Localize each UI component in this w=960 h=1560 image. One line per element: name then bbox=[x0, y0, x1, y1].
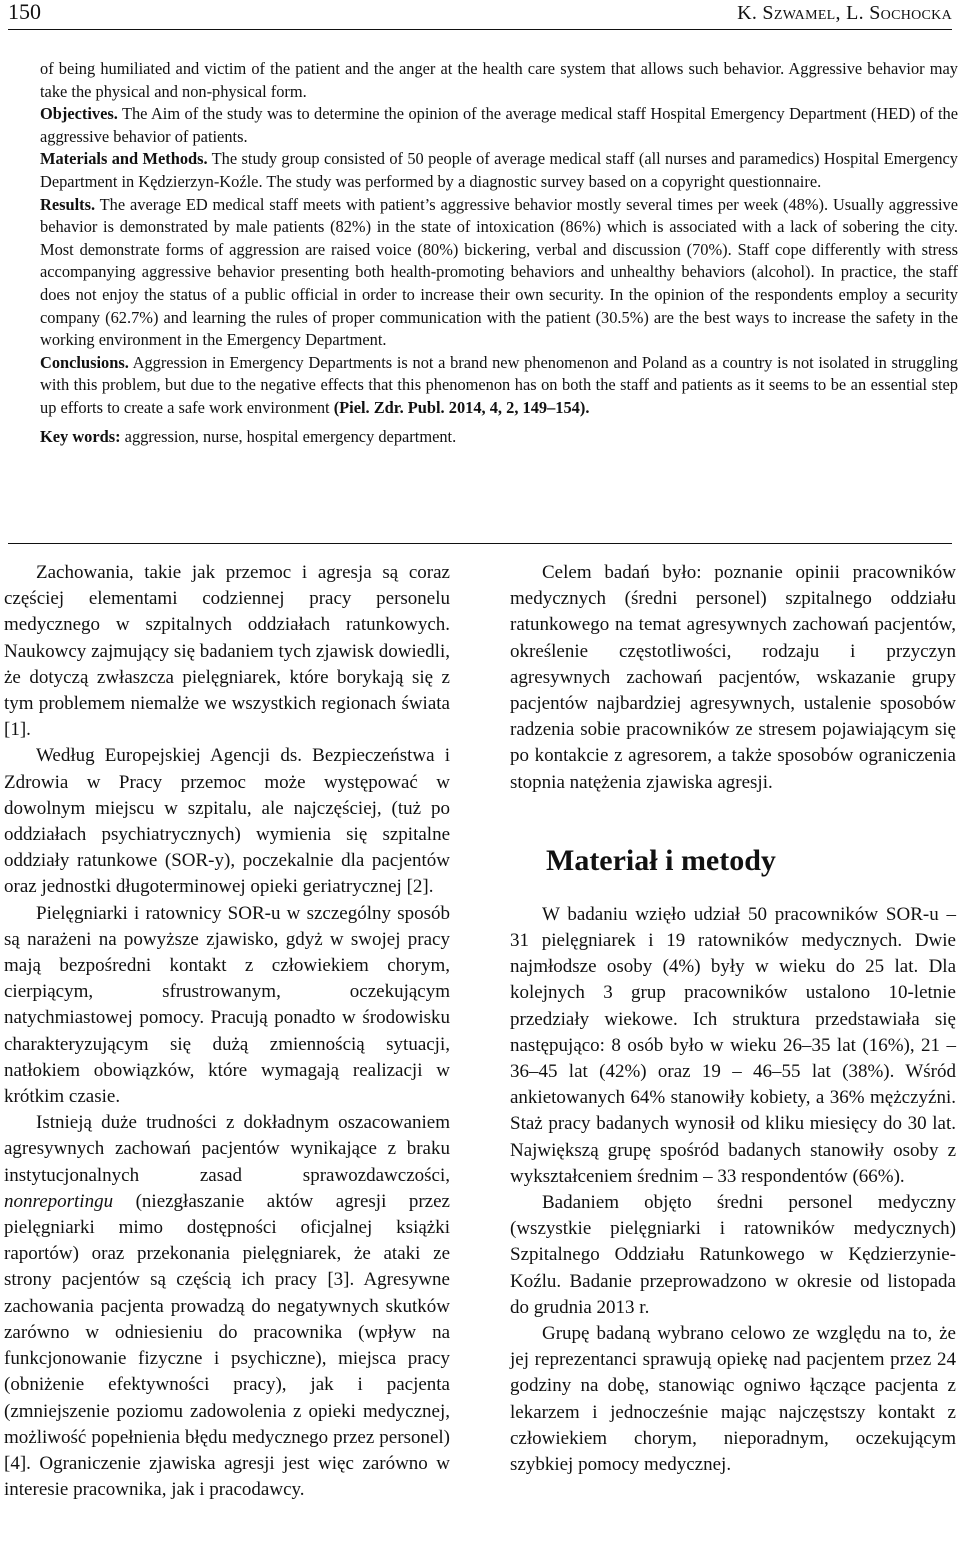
conclusions-label: Conclusions. bbox=[40, 352, 129, 372]
left-paragraph-4 bbox=[4, 1110, 450, 1503]
right-paragraph-3: Badaniem objęto średni personel medyczny (wszystkie pielęgniarki i ratowników medycznych) Szpitalnego Oddziału Ratunkowego w Kędzierzynie-Koźlu. Badanie przeprowadzono w okresie od listopada do grudnia 2013 r. bbox=[510, 1192, 956, 1318]
left-column bbox=[4, 560, 450, 1503]
section-heading: Materiał i metody bbox=[546, 843, 776, 877]
page-number: 150 bbox=[8, 0, 41, 24]
abstract-conclusions bbox=[40, 352, 958, 420]
left-p4-end: (niezgłaszanie aktów agresji przez pielęgniarki mimo dostępności oficjalnej książki raportów) oraz przekonania pielęgniarek, że ataki ze strony pacjentów są częścią ich pracy [3]. Agresywne zachowania pacjenta prowadzą do negatywnych skutków zarówno w odniesieniu do pracownika (wpływ na funkcjonowanie fizyczne i psychiczne), miejsca pracy (obniżenie efektywności pracy), jak i pacjenta (zmniejszenie poziomu zadowolenia z opieki medycznej, możliwość popełnienia błędu medycznego przez personel) [4]. Ograniczenie zjawiska agresji jest więc zarówno w interesie pracownika, jak i pracodawcy. bbox=[4, 1190, 450, 1501]
section-divider bbox=[8, 543, 952, 544]
abstract-objectives bbox=[40, 103, 958, 148]
methods-label: Materials and Methods. bbox=[40, 149, 208, 169]
abstract-intro-text: of being humiliated and victim of the patient and the anger at the health care system that allows such behavior. Aggressive behavior may take the physical and non-physical form. bbox=[40, 59, 958, 101]
results-label: Results. bbox=[40, 194, 96, 214]
keywords-text: aggression, nurse, hospital emergency department. bbox=[120, 426, 457, 446]
abstract-results bbox=[40, 194, 958, 352]
abstract-methods bbox=[40, 148, 958, 193]
keywords-label: Key words: bbox=[40, 426, 121, 446]
abstract bbox=[40, 58, 958, 448]
methods-text: The study group consisted of 50 people of average medical staff (all nurses and paramedics) Hospital Emergency Department in Kędzierzyn-Koźle. The study was performed by a diagnostic survey based on a copyright questionnaire. bbox=[40, 149, 958, 191]
abstract-intro bbox=[40, 58, 958, 103]
left-paragraph-3: Pielęgniarki i ratownicy SOR-u w szczególny sposób są narażeni na powyższe zjawisko, gdyż w swojej pracy mają bezpośredni kontakt z człowiekiem chorym, cierpiącym, sfrustrowanym, oczekującym natychmiastowej pomocy. Pracują ponadto w środowisku charakteryzującym się dużą zmiennością sytuacji, natłokiem obowiązków, które wymagają realizacji w krótkim czasie. bbox=[4, 902, 450, 1108]
conclusions-text: Aggression in Emergency Departments is not a brand new phenomenon and Poland as a country is not isolated in struggling with this problem, but due to the negative effects that this phenomenon has on both the staff and patients as it seems to be an essential step up efforts to create a safe work environment bbox=[40, 352, 958, 417]
objectives-text: The Aim of the study was to determine the opinion of the average medical staff Hospital Emergency Department (HED) of the aggressive behavior of patients. bbox=[40, 104, 958, 146]
citation: (Piel. Zdr. Publ. 2014, 4, 2, 149–154). bbox=[333, 397, 590, 417]
objectives-label: Objectives. bbox=[40, 104, 118, 124]
left-p4-start: Istnieją duże trudności z dokładnym oszacowaniem agresywnych zachowań pacjentów wynikające z braku instytucjonalnych zasad sprawozdawczości, bbox=[4, 1112, 450, 1186]
right-paragraph-2: W badaniu wzięło udział 50 pracowników SOR-u – 31 pielęgniarek i 19 ratowników medycznych. Dwie najmłodsze osoby (4%) były w wieku do 25 lat. Dla kolejnych 3 grup pracowników ustalono 10-letnie przedziały wiekowe. Ich struktura przedstawiała się następująco: 8 osób było w wieku 26–35 lat (16%), 21 – 36–45 lat (42%) oraz 19 – 46–55 lat (38%). Wśród ankietowanych 64% stanowiły kobiety, a 36% mężczyźni. Staż pracy badanych wynosił od kliku miesięcy do 30 lat. Największą grupę spośród badanych stanowiły osoby z wykształceniem średnim – 33 respondentów (66%). bbox=[510, 903, 956, 1187]
running-header bbox=[8, 0, 952, 30]
right-paragraph-1: Celem badań było: poznanie opinii pracowników medycznych (średni personel) szpitalnego oddziału ratunkowego na temat agresywnych zachowań pacjentów, określenie częstotliwości, rodzaju i przyczyn agresywnych zachowań pacjentów, wskazanie grupy pacjentów najbardziej agresywnych, ustalenie sposobów radzenia sobie pracowników ze stresem pojawiającym się po kontakcie z agresorem, a także sposobów ograniczenia stopnia natężenia zjawiska agresji. bbox=[510, 562, 956, 793]
right-paragraph-4: Grupę badaną wybrano celowo ze względu na to, że jej reprezentanci sprawują opiekę nad pacjentem przez 24 godziny na dobę, stanowiąc ogniwo łączące pacjenta z lekarzem i jednocześnie mając najczęstszy kontakt z człowiekiem chorym, nieporadnym, oczekującym szybkiej pomocy medycznej. bbox=[510, 1323, 956, 1476]
left-p4-italic-term: nonreportingu bbox=[4, 1190, 114, 1212]
right-column bbox=[510, 560, 956, 1478]
results-text: The average ED medical staff meets with patient’s aggressive behavior mostly several times per week (48%). Usually aggressive behavior is demonstrated by male patients (82%) in the state of intoxication (86%) which is associated with a lack of sobering the city. Most demonstrate forms of aggression are raised voice (80%) bickering, verbal and discussion (70%). Staff cope differently with stress accompanying aggressive behavior presenting both health-promoting behaviors and unhealthy behaviors (alcohol). In practice, the staff does not enjoy the status of a public official in order to increase their own security. In the opinion of the respondents employ a security company (62.7%) and learning the rules of proper communication with the patient (30.5%) are the best ways to increase the safety in the working environment in the Emergency Department. bbox=[40, 194, 958, 350]
left-paragraph-1: Zachowania, takie jak przemoc i agresja są coraz częściej elementami codziennej pracy personelu medycznego w szpitalnych oddziałach ratunkowych. Naukowcy zajmujący się badaniem tych zjawisk dowiedli, że dotyczą zwłaszcza pielęgniarek, które borykają się z tym problemem niemalże we wszystkich regionach świata [1]. bbox=[4, 562, 450, 741]
keywords bbox=[40, 426, 958, 449]
running-authors: K. Szwamel, L. Sochocka bbox=[737, 2, 952, 24]
left-paragraph-2: Według Europejskiej Agencji ds. Bezpieczeństwa i Zdrowia w Pracy przemoc może występować w dowolnym miejscu w szpitalu, ale najczęściej, (tuż po oddziałach psychiatrycznych) wymienia się szpitalne oddziały ratunkowe (SOR-y), poczekalnie dla pacjentów oraz jednostki długoterminowej opieki geriatrycznej [2]. bbox=[4, 745, 450, 898]
